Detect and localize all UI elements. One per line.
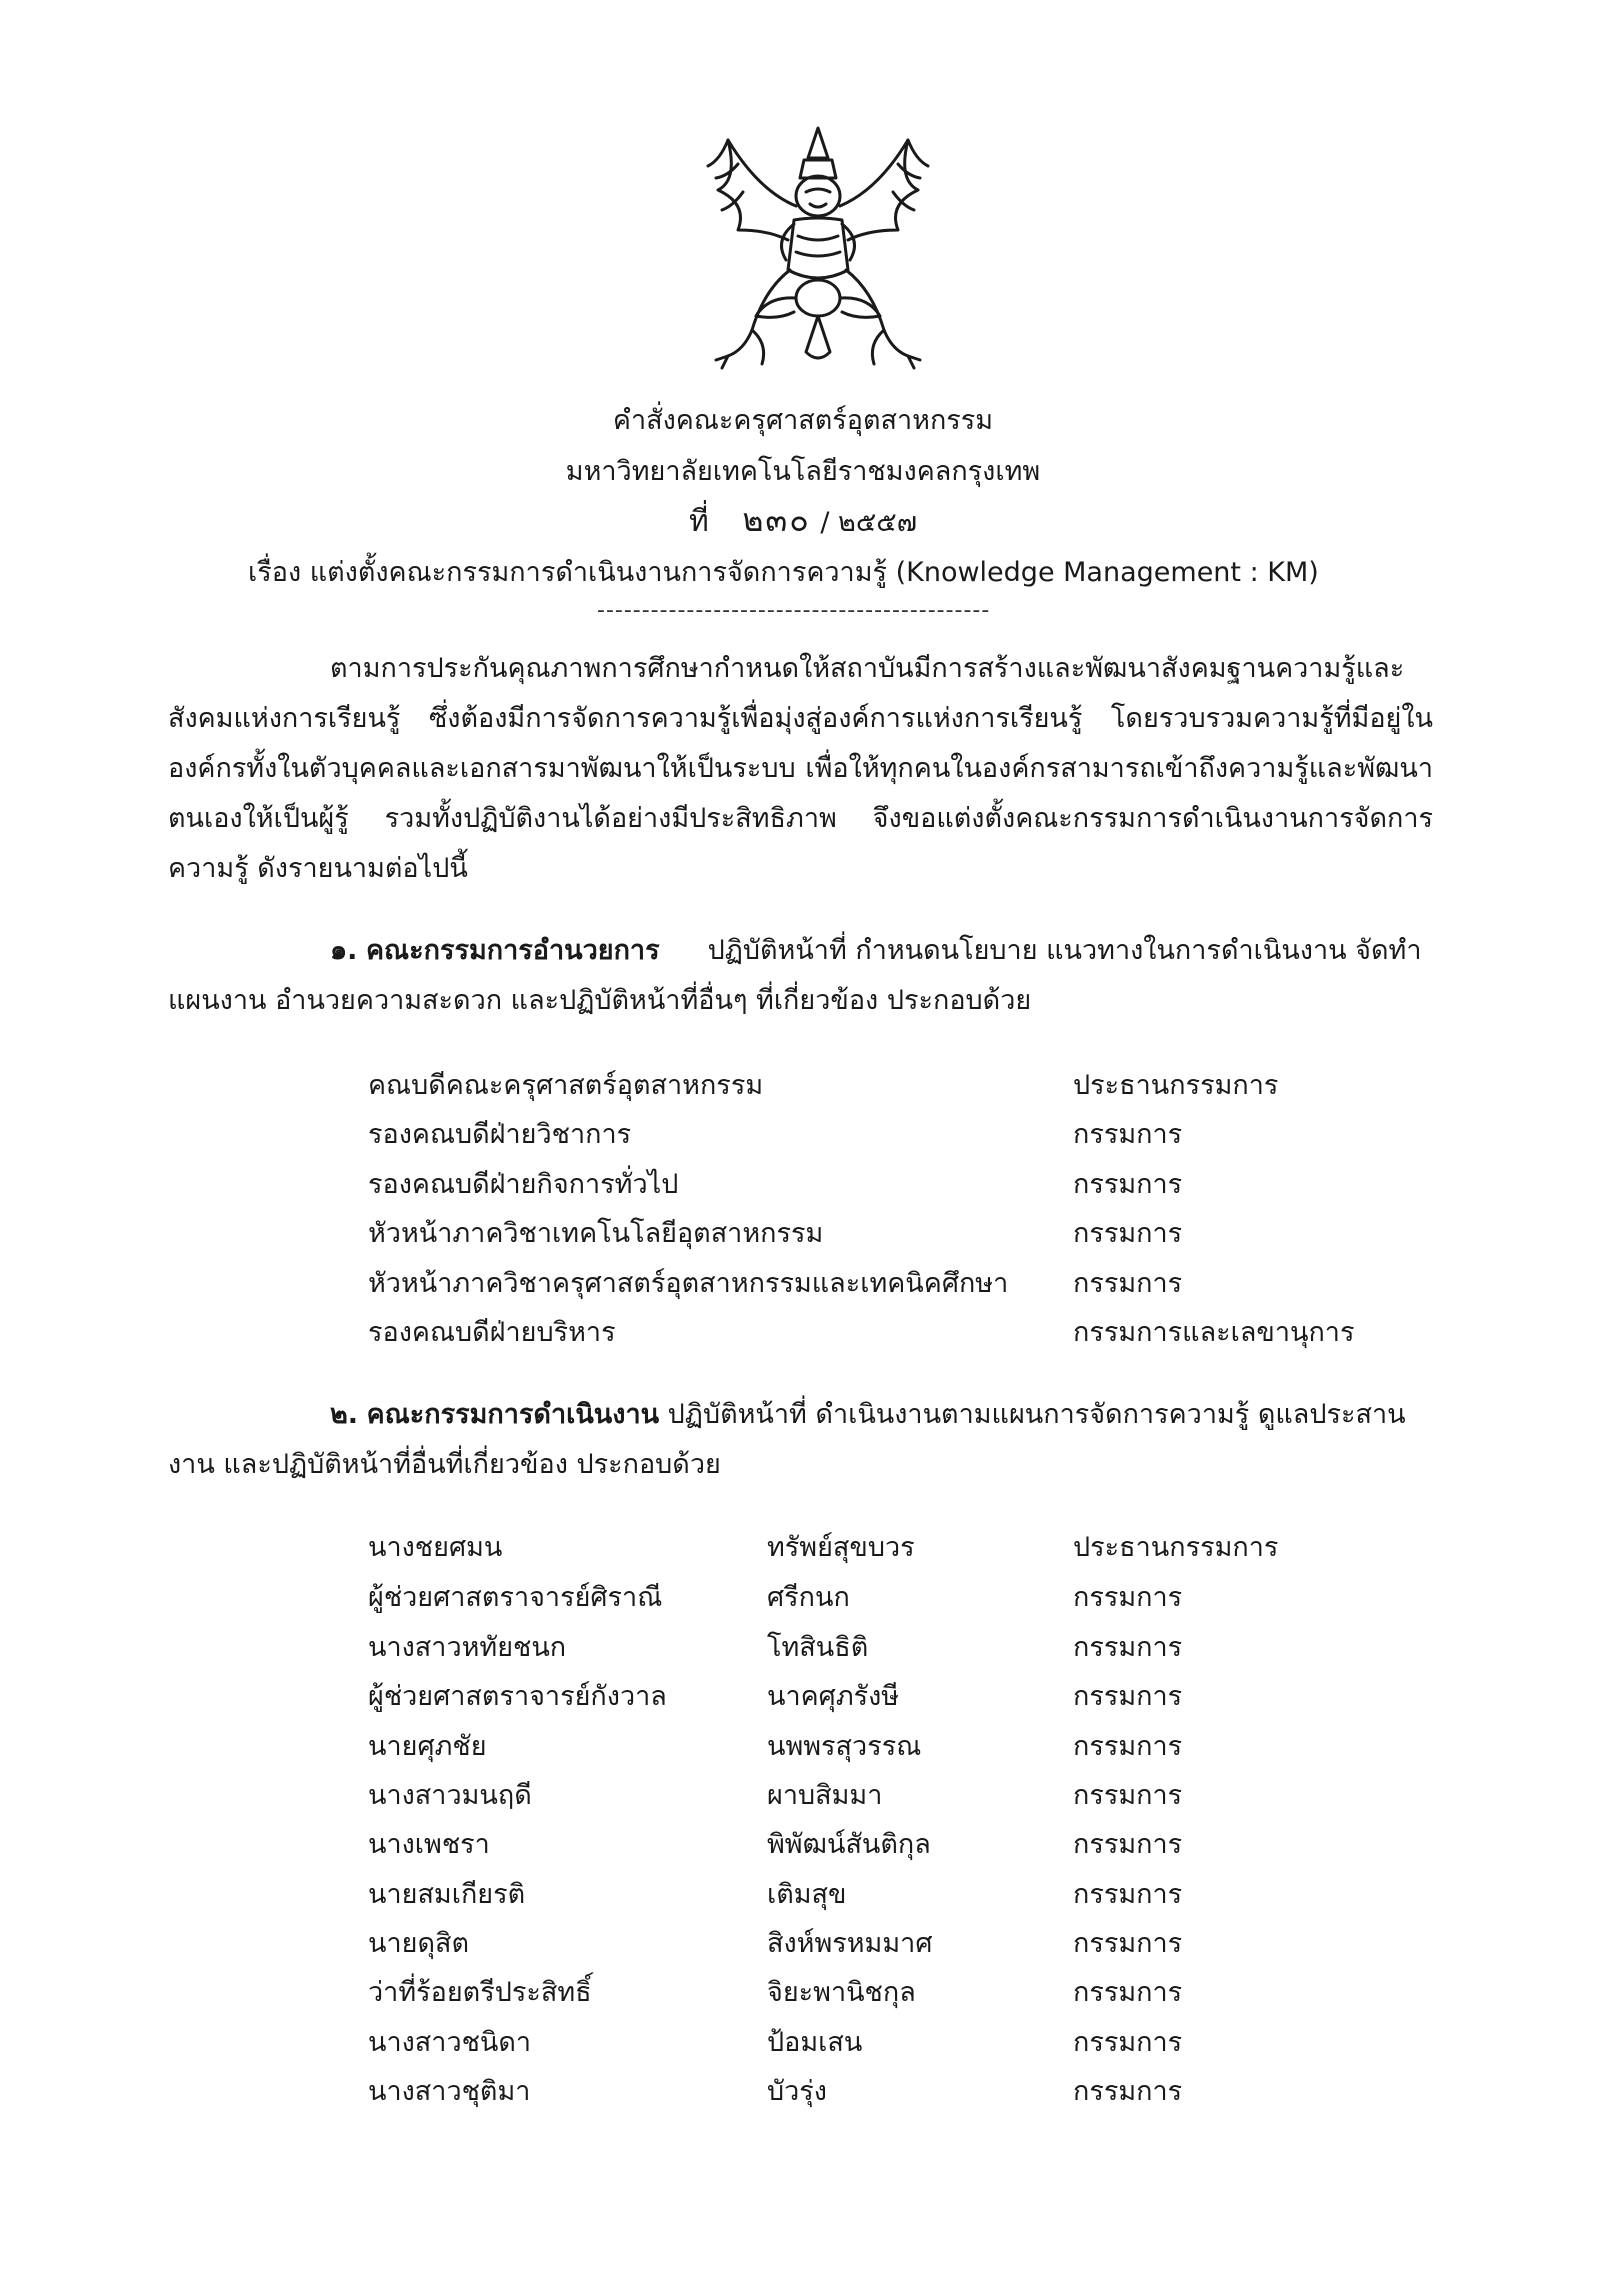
s2-member-name: นางสาวหทัยชนก <box>368 1632 567 1663</box>
s2-member-name: นางสาวมนฤดี <box>368 1780 532 1811</box>
s2-member-role: กรรมการ <box>1073 1632 1183 1663</box>
s2-member-surname: เติมสุข <box>767 1879 847 1910</box>
s2-member-surname: จิยะพานิชกุล <box>767 1977 916 2008</box>
s1-member-role: กรรมการ <box>1073 1268 1183 1299</box>
s2-member-name: นางชยศมน <box>368 1532 503 1563</box>
s2-member-role: กรรมการ <box>1073 2076 1183 2107</box>
s1-member-position: คณบดีคณะครุศาสตร์อุตสาหกรรม <box>368 1070 764 1101</box>
s2-member-role: ประธานกรรมการ <box>1073 1532 1279 1563</box>
s2-member-name: นายสมเกียรติ <box>368 1879 526 1910</box>
section-1-description: ปฏิบัติหน้าที่ กำหนดนโยบาย แนวทางในการดำเนินงาน จัดทำแผนงาน อำนวยความสะดวก และปฏิบัติหน้าที่อื่นๆ ที่เกี่ยวข้อง ประกอบด้วย <box>168 935 1422 1016</box>
university-name: มหาวิทยาลัยเทคโนโลยีราชมงคลกรุงเทพ <box>565 456 1041 487</box>
s2-member-name: นางสาวชุติมา <box>368 2076 531 2107</box>
s2-member-surname: โทสินธิติ <box>767 1632 869 1663</box>
s2-member-surname: ป้อมเสน <box>767 2027 863 2058</box>
s2-member-name: นายดุสิต <box>368 1928 469 1959</box>
s2-member-surname: นพพรสุวรรณ <box>767 1731 922 1762</box>
s1-member-role: กรรมการ <box>1073 1119 1183 1150</box>
s2-member-surname: ผาบสิมมา <box>767 1780 883 1811</box>
s1-member-role: กรรมการ <box>1073 1169 1183 1200</box>
s1-member-position: รองคณบดีฝ่ายบริหาร <box>368 1317 616 1348</box>
section-1-number: ๑. <box>330 935 358 966</box>
s2-member-surname: สิงห์พรหมมาศ <box>767 1928 933 1959</box>
section-2 <box>168 1390 1438 1490</box>
section-2-title: คณะกรรมการดำเนินงาน <box>366 1399 660 1430</box>
s2-member-role: กรรมการ <box>1073 1879 1183 1910</box>
order-subject: เรื่อง แต่งตั้งคณะกรรมการดำเนินงานการจัดการความรู้ (Knowledge Management : KM) <box>248 557 1319 588</box>
s2-member-name: ผู้ช่วยศาสตราจารย์ศิราณี <box>368 1582 663 1613</box>
s2-member-role: กรรมการ <box>1073 2027 1183 2058</box>
s2-member-role: กรรมการ <box>1073 1681 1183 1712</box>
s1-member-position: หัวหน้าภาควิชาครุศาสตร์อุตสาหกรรมและเทคนิคศึกษา <box>368 1268 1009 1299</box>
s2-member-role: กรรมการ <box>1073 1928 1183 1959</box>
s1-member-role: ประธานกรรมการ <box>1073 1070 1279 1101</box>
section-2-number: ๒. <box>330 1399 359 1430</box>
section-1-title: คณะกรรมการอำนวยการ <box>366 935 660 966</box>
intro-paragraph: ตามการประกันคุณภาพการศึกษากำหนดให้สถาบันมีการสร้างและพัฒนาสังคมฐานความรู้และสังคมแห่งการเรียนรู้ ซึ่งต้องมีการจัดการความรู้เพื่อมุ่งสู่องค์การแห่งการเรียนรู้ โดยรวบรวมความรู้ที่มีอยู่ในองค์กรทั้งในตัวบุคคลและเอกสารมาพัฒนาให้เป็นระบบ เพื่อให้ทุกคนในองค์กรสามารถเข้าถึงความรู้และพัฒนาตนเองให้เป็นผู้รู้ รวมทั้งปฏิบัติงานได้อย่างมีประสิทธิภาพ จึงขอแต่งตั้งคณะกรรมการดำเนินงานการจัดการความรู้ ดังรายนามต่อไปนี้ <box>168 653 1433 884</box>
separator-line: -------------------------------------------- <box>597 598 991 623</box>
section-2-description: ปฏิบัติหน้าที่ ดำเนินงานตามแผนการจัดการความรู้ ดูแลประสานงาน และปฏิบัติหน้าที่อื่นที่เกี่ยวข้อง ประกอบด้วย <box>168 1399 1406 1480</box>
s2-member-surname: นาคศุภรังษี <box>767 1681 900 1712</box>
s2-member-name: ว่าที่ร้อยตรีประสิทธิ์ <box>368 1977 592 2008</box>
s2-member-role: กรรมการ <box>1073 1829 1183 1860</box>
order-number-line <box>0 495 1606 546</box>
s2-member-role: กรรมการ <box>1073 1780 1183 1811</box>
s1-member-role: กรรมการ <box>1073 1218 1183 1249</box>
s1-member-position: หัวหน้าภาควิชาเทคโนโลยีอุตสาหกรรม <box>368 1218 824 1249</box>
s2-member-name: นางเพชรา <box>368 1829 490 1860</box>
order-issuer: คำสั่งคณะครุศาสตร์อุตสาหกรรม <box>612 405 994 436</box>
order-number: ๒๓๐ <box>742 501 811 539</box>
s2-member-role: กรรมการ <box>1073 1731 1183 1762</box>
s2-member-name: ผู้ช่วยศาสตราจารย์กังวาล <box>368 1681 667 1712</box>
s2-member-surname: ศรีกนก <box>767 1582 850 1613</box>
order-year: / ๒๕๕๗ <box>820 507 918 538</box>
s2-member-surname: บัวรุ่ง <box>767 2076 827 2107</box>
s2-member-role: กรรมการ <box>1073 1582 1183 1613</box>
section-1 <box>168 926 1438 1026</box>
s1-member-position: รองคณบดีฝ่ายวิชาการ <box>368 1119 632 1150</box>
s2-member-name: นายศุภชัย <box>368 1731 487 1762</box>
s2-member-surname: ทรัพย์สุขบวร <box>767 1532 915 1563</box>
order-prefix: ที่ <box>688 504 709 539</box>
garuda-emblem-icon <box>698 120 938 380</box>
s1-member-position: รองคณบดีฝ่ายกิจการทั่วไป <box>368 1169 679 1200</box>
s1-member-role: กรรมการและเลขานุการ <box>1073 1317 1355 1348</box>
s2-member-role: กรรมการ <box>1073 1977 1183 2008</box>
s2-member-surname: พิพัฒน์สันติกุล <box>767 1829 931 1860</box>
s2-member-name: นางสาวชนิดา <box>368 2027 532 2058</box>
